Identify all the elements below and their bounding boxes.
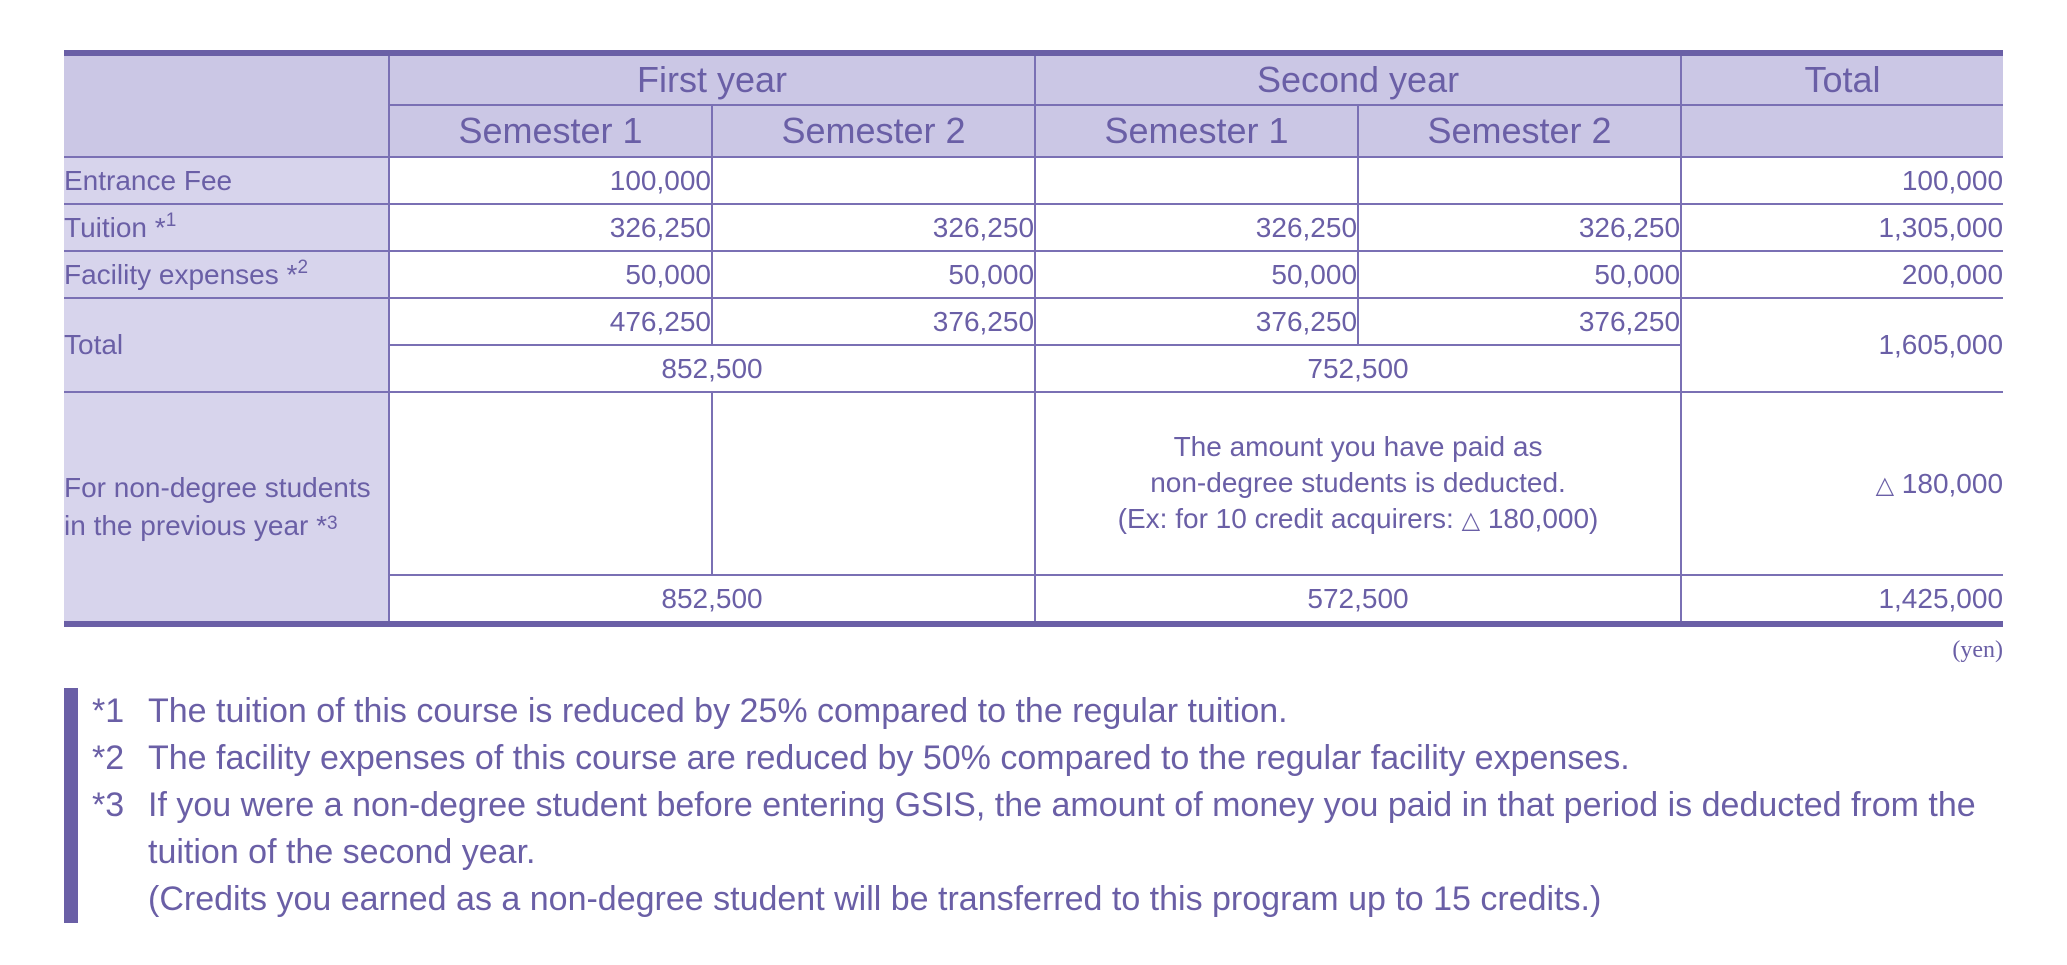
total-y2s2: 376,250 [1358, 298, 1681, 345]
header-total-blank [1681, 105, 2003, 157]
entrance-fee-total: 100,000 [1681, 157, 2003, 204]
tuition-label-text: Tuition * [64, 211, 166, 243]
fee-table-container [64, 50, 2003, 627]
nondegree-total: 1,425,000 [1681, 575, 2003, 624]
nondegree-deduction-note [1035, 392, 1681, 575]
nondegree-deduction-total [1681, 392, 2003, 575]
tuition-label [64, 204, 389, 251]
nondegree-deduction-amount: 180,000 [1894, 467, 2004, 499]
header-second-year: Second year [1035, 53, 1681, 105]
row-nondegree [64, 392, 2003, 575]
footnote-mark: *3 [92, 786, 125, 824]
entrance-fee-label: Entrance Fee [64, 157, 389, 204]
footnote-1 [92, 688, 2042, 735]
facility-footnote-mark: 2 [297, 256, 309, 278]
nondegree-footnote-mark: 3 [327, 513, 338, 534]
total-label: Total [64, 298, 389, 392]
entrance-fee-y2s2 [1358, 157, 1681, 204]
header-y1-semester2: Semester 2 [712, 105, 1035, 157]
triangle-icon: △ [1875, 471, 1895, 499]
unit-label: (yen) [1952, 637, 2003, 663]
entrance-fee-y1s1: 100,000 [389, 157, 712, 204]
nondegree-y1s1 [389, 392, 712, 575]
footnote-text: The tuition of this course is reduced by 25% compared to the regular tuition. [148, 692, 1288, 730]
tuition-total: 1,305,000 [1681, 204, 2003, 251]
nondegree-label-line1: For non-degree students [64, 472, 371, 503]
facility-label-text: Facility expenses * [64, 258, 298, 290]
footnotes [64, 688, 2042, 923]
facility-label [64, 251, 389, 298]
total-y1s2: 376,250 [712, 298, 1035, 345]
tuition-y2s2: 326,250 [1358, 204, 1681, 251]
nondegree-y1s2 [712, 392, 1035, 575]
tuition-y1s2: 326,250 [712, 204, 1035, 251]
footnote-text: The facility expenses of this course are reduced by 50% compared to the regular facility expenses. [148, 739, 1630, 777]
facility-total: 200,000 [1681, 251, 2003, 298]
header-total: Total [1681, 53, 2003, 105]
header-y2-semester2: Semester 2 [1358, 105, 1681, 157]
footnote-text-extra: (Credits you earned as a non-degree student will be transferred to this program up to 15 credits.) [148, 880, 1602, 918]
nondegree-note-line1: The amount you have paid as [1173, 430, 1543, 462]
footnote-3 [92, 782, 2042, 923]
row-tuition [64, 204, 2003, 251]
nondegree-note-line2: non-degree students is deducted. [1150, 466, 1566, 498]
tuition-y2s1: 326,250 [1035, 204, 1358, 251]
nondegree-note-line3-prefix: (Ex: for 10 credit acquirers: [1117, 502, 1462, 534]
entrance-fee-y2s1 [1035, 157, 1358, 204]
facility-y1s2: 50,000 [712, 251, 1035, 298]
total-y1s1: 476,250 [389, 298, 712, 345]
row-entrance-fee [64, 157, 2003, 204]
total-y2s1: 376,250 [1035, 298, 1358, 345]
triangle-icon: △ [1461, 506, 1481, 534]
header-corner [64, 53, 389, 157]
fee-table [64, 50, 2003, 627]
facility-y1s1: 50,000 [389, 251, 712, 298]
nondegree-year1: 852,500 [389, 575, 1035, 624]
footnote-mark: *1 [92, 692, 125, 730]
row-facility [64, 251, 2003, 298]
nondegree-year2: 572,500 [1035, 575, 1681, 624]
facility-y2s2: 50,000 [1358, 251, 1681, 298]
header-y1-semester1: Semester 1 [389, 105, 712, 157]
facility-y2s1: 50,000 [1035, 251, 1358, 298]
tuition-y1s1: 326,250 [389, 204, 712, 251]
nondegree-label [64, 392, 389, 624]
footnote-text-block [148, 782, 2042, 923]
header-y2-semester1: Semester 1 [1035, 105, 1358, 157]
row-total-semesters [64, 298, 2003, 345]
total-year2: 752,500 [1035, 345, 1681, 392]
entrance-fee-y1s2 [712, 157, 1035, 204]
header-first-year: First year [389, 53, 1035, 105]
tuition-footnote-mark: 1 [165, 209, 177, 231]
total-year1: 852,500 [389, 345, 1035, 392]
nondegree-label-line2: in the previous year * [64, 510, 328, 541]
total-grand: 1,605,000 [1681, 298, 2003, 392]
footnote-2 [92, 735, 2042, 782]
nondegree-note-line3-amount: 180,000) [1480, 502, 1599, 534]
footnote-text: If you were a non-degree student before entering GSIS, the amount of money you paid in that period is deducted from the tuition of the second year. [148, 786, 1976, 871]
footnote-mark: *2 [92, 739, 125, 777]
